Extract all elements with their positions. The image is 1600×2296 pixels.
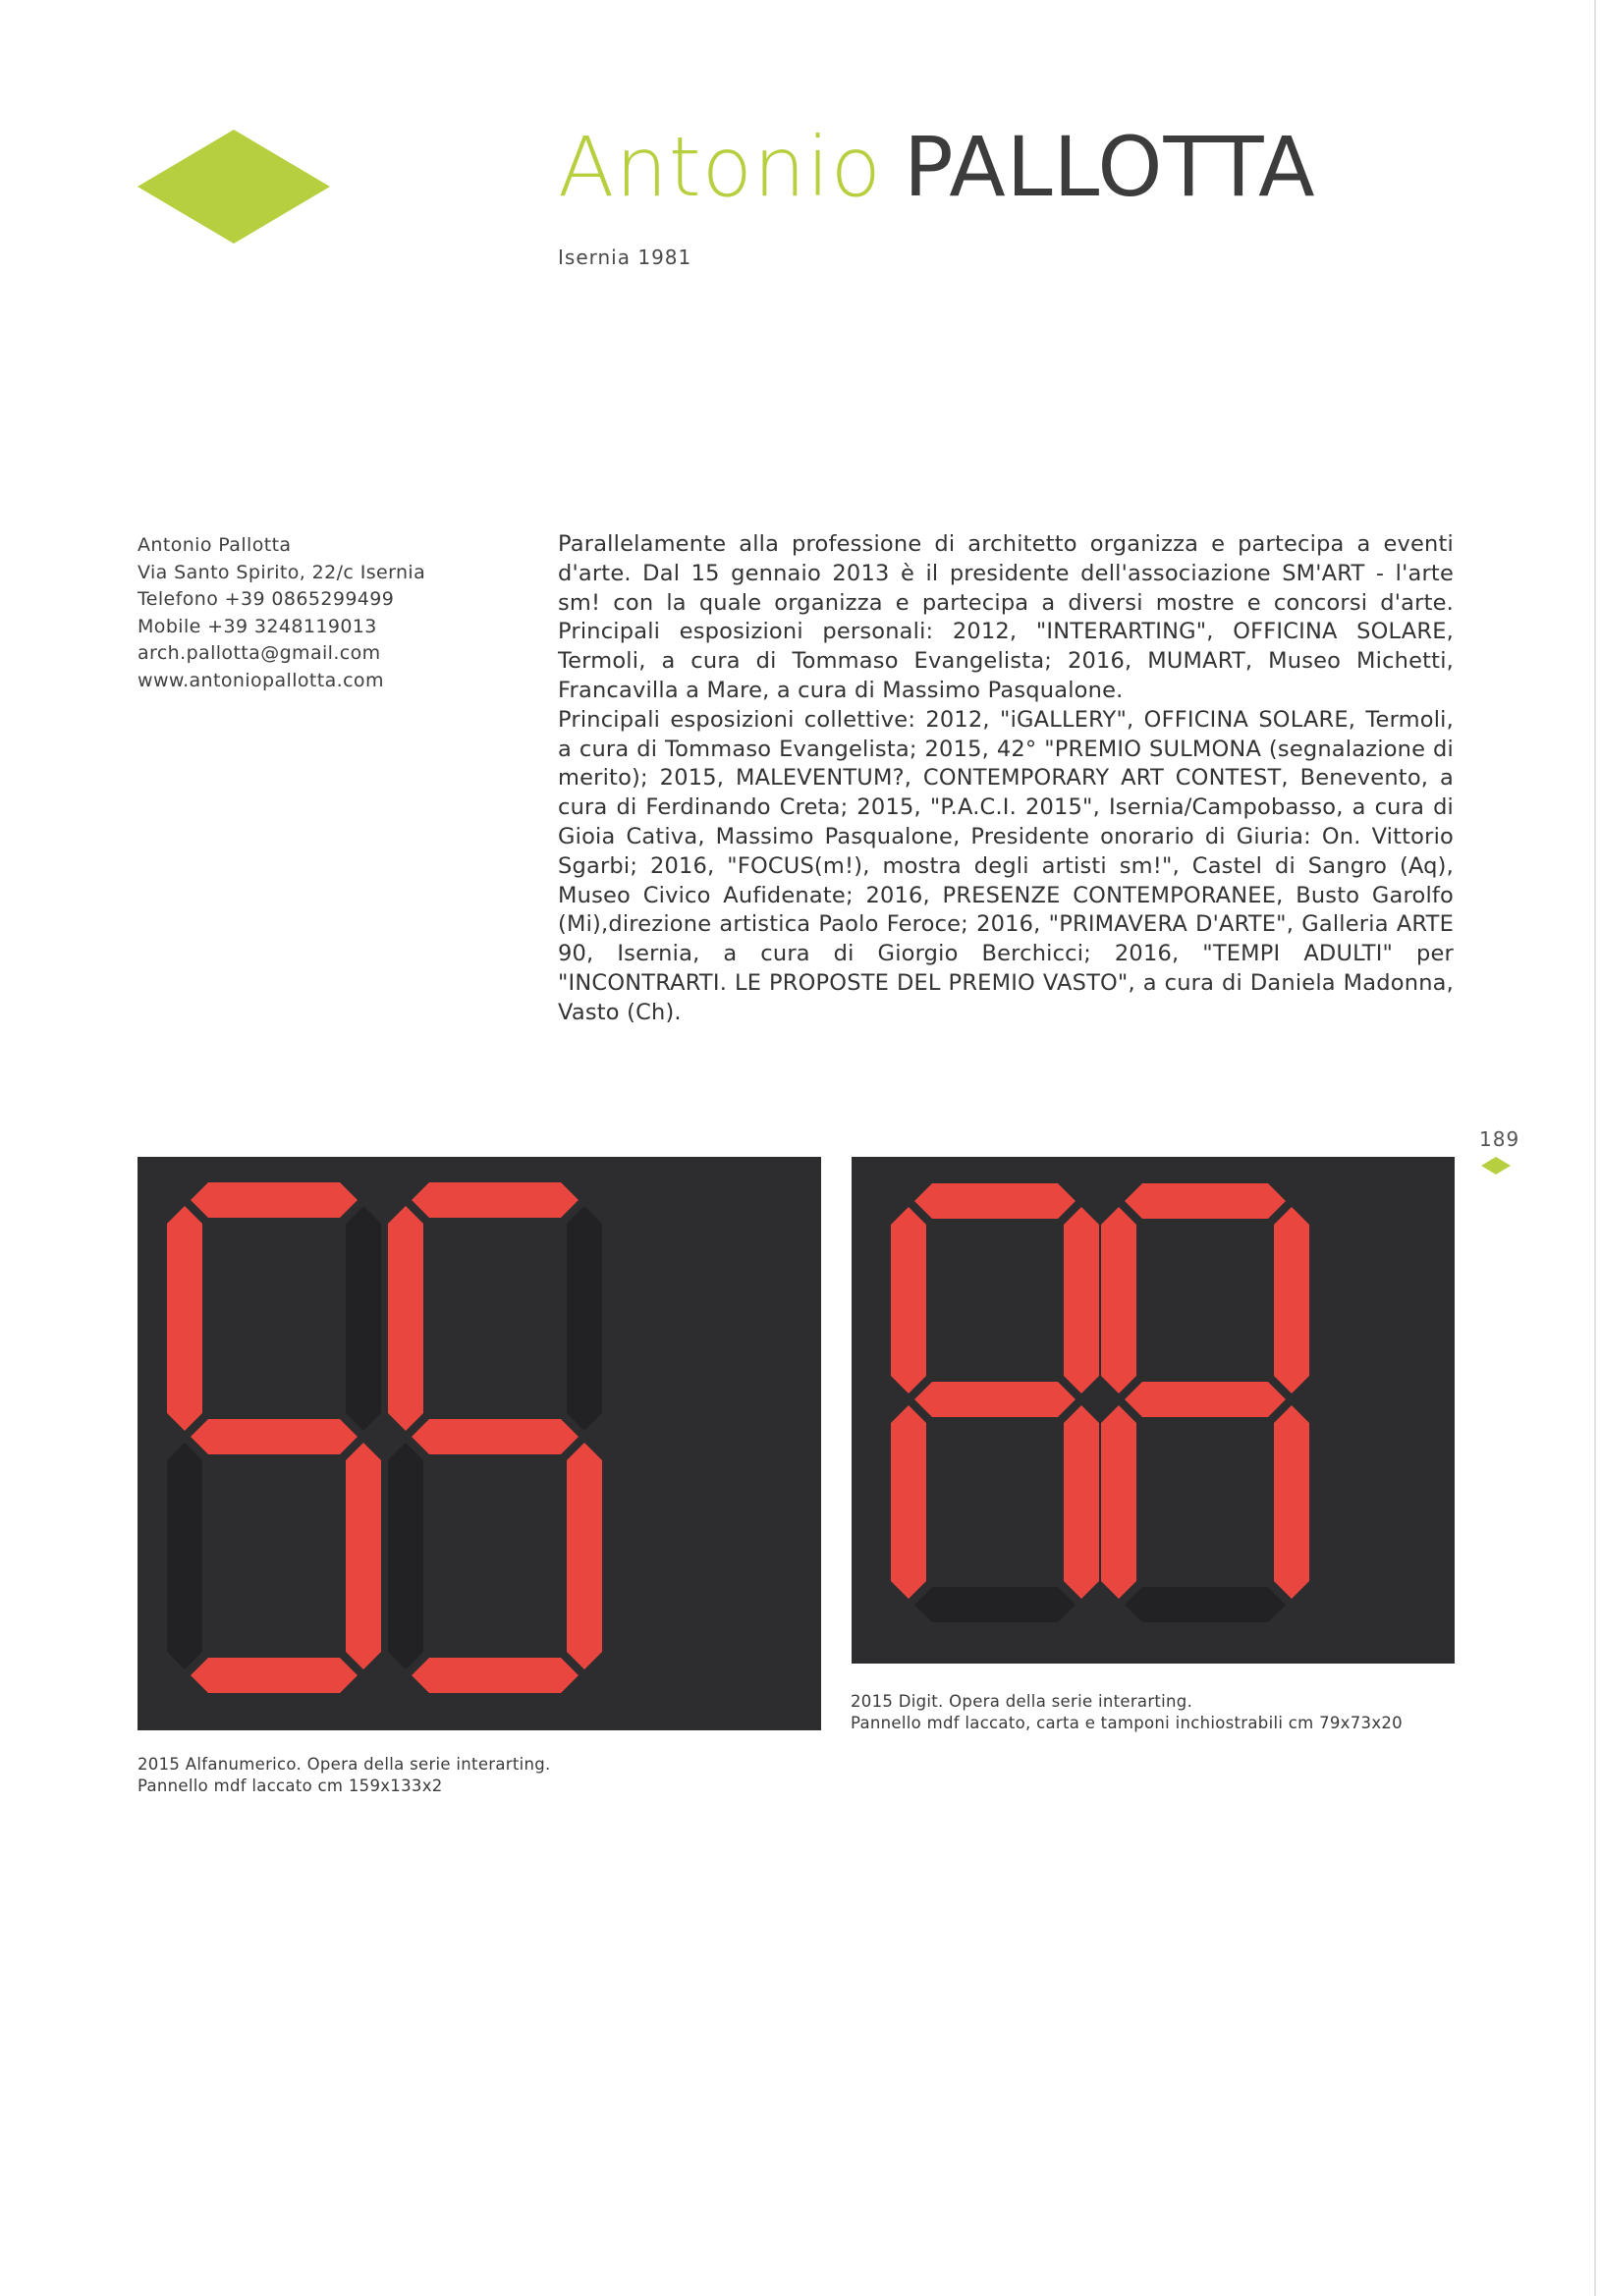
segment-bottom-lit xyxy=(191,1658,358,1693)
birth-info: Isernia 1981 xyxy=(558,246,692,269)
segment-middle-lit xyxy=(914,1382,1076,1417)
segment-bottom-right-lit xyxy=(1274,1405,1309,1599)
segment-top-left-lit xyxy=(167,1206,202,1431)
segment-top-right-lit xyxy=(1274,1207,1309,1394)
caption-details: Pannello mdf laccato cm 159x133x2 xyxy=(138,1777,443,1795)
segment-bottom-left-lit xyxy=(891,1405,926,1599)
seven-segment-display-art xyxy=(852,1157,1455,1664)
caption-title: 2015 Alfanumerico. Opera della serie interarting. xyxy=(138,1755,551,1774)
segment-bottom-right-lit xyxy=(1064,1405,1099,1599)
contact-name: Antonio Pallotta xyxy=(138,534,292,556)
contact-mobile: Mobile +39 3248119013 xyxy=(138,615,377,637)
segment-top-left-lit xyxy=(891,1207,926,1394)
contact-block xyxy=(138,532,425,694)
segment-top-left-lit xyxy=(1101,1207,1136,1394)
segment-bottom-left-lit xyxy=(1101,1405,1136,1599)
page-edge xyxy=(1594,0,1596,2296)
artwork-alfanumerico xyxy=(138,1157,821,1730)
segment-top-lit xyxy=(412,1182,579,1218)
artist-name xyxy=(558,119,1316,215)
segment-bottom-unlit xyxy=(914,1587,1076,1622)
contact-phone: Telefono +39 0865299499 xyxy=(138,588,395,610)
diamond-logo-icon xyxy=(138,130,330,244)
segment-top-right-unlit xyxy=(346,1206,381,1431)
segment-bottom-unlit xyxy=(1125,1587,1286,1622)
artwork-digit xyxy=(852,1157,1455,1664)
contact-email: arch.pallotta@gmail.com xyxy=(138,642,381,664)
segment-top-left-lit xyxy=(388,1206,423,1431)
artist-last-name: PALLOTTA xyxy=(904,119,1316,215)
contact-website: www.antoniopallotta.com xyxy=(138,669,384,691)
page-number: 189 xyxy=(1479,1127,1520,1151)
biography xyxy=(558,530,1454,1028)
segment-bottom-lit xyxy=(412,1658,579,1693)
segment-top-lit xyxy=(1125,1183,1286,1219)
bio-paragraph-collective: Principali esposizioni collettive: 2012, "iGALLERY", OFFICINA SOLARE, Termoli, a cura di Tommaso Evangelista; 2015, 42° "PREMIO SULMONA (segnalazione di merito); 2015, MALEVENTUM?, CONTEMPORARY ART CONTEST, Benevento, a cura di Ferdinando Creta; 2015, "P.A.C.I. 2015", Isernia/Campobasso, a cura di Gioia Cativa, Massimo Pasqualone, Presidente onorario di Giuria: On. Vittorio Sgarbi; 2016, "FOCUS(m!), mostra degli artisti sm!", Castel di Sangro (Aq), Museo Civico Aufidenate; 2016, PRESENZE CONTEMPORANEE, Busto Garolfo (Mi),direzione artistica Paolo Feroce; 2016, "PRIMAVERA D'ARTE", Galleria ARTE 90, Isernia, a cura di Giorgio Berchicci; 2016, "TEMPI ADULTI" per "INCONTRARTI. LE PROPOSTE DEL PREMIO VASTO", a cura di Daniela Madonna, Vasto (Ch). xyxy=(558,706,1454,1025)
artwork-caption-digit xyxy=(851,1691,1403,1734)
segment-bottom-left-unlit xyxy=(388,1443,423,1669)
artist-first-name: Antonio xyxy=(558,119,882,215)
segment-bottom-left-unlit xyxy=(167,1443,202,1669)
segment-top-lit xyxy=(191,1182,358,1218)
seven-segment-display-art xyxy=(138,1157,821,1730)
segment-top-lit xyxy=(914,1183,1076,1219)
segment-bottom-right-lit xyxy=(346,1443,381,1669)
bio-paragraph-personal: Parallelamente alla professione di architetto organizza e partecipa a eventi d'arte. Dal 15 gennaio 2013 è il presidente dell'associazione SM'ART - l'arte sm! con la quale organizza e partecipa a diversi mostre e concorsi d'arte. Principali esposizioni personali: 2012, "INTERARTING", OFFICINA SOLARE, Termoli, a cura di Tommaso Evangelista; 2016, MUMART, Museo Michetti, Francavilla a Mare, a cura di Massimo Pasqualone. xyxy=(558,531,1454,703)
artwork-caption-alfanumerico xyxy=(138,1754,551,1797)
segment-middle-lit xyxy=(1125,1382,1286,1417)
contact-address: Via Santo Spirito, 22/c Isernia xyxy=(138,561,426,583)
caption-title: 2015 Digit. Opera della serie interarting. xyxy=(851,1692,1193,1711)
segment-middle-lit xyxy=(412,1419,579,1454)
page-marker-diamond-icon xyxy=(1481,1157,1511,1175)
segment-bottom-right-lit xyxy=(567,1443,602,1669)
caption-details: Pannello mdf laccato, carta e tamponi inchiostrabili cm 79x73x20 xyxy=(851,1714,1403,1732)
segment-top-right-lit xyxy=(1064,1207,1099,1394)
segment-middle-lit xyxy=(191,1419,358,1454)
segment-top-right-unlit xyxy=(567,1206,602,1431)
